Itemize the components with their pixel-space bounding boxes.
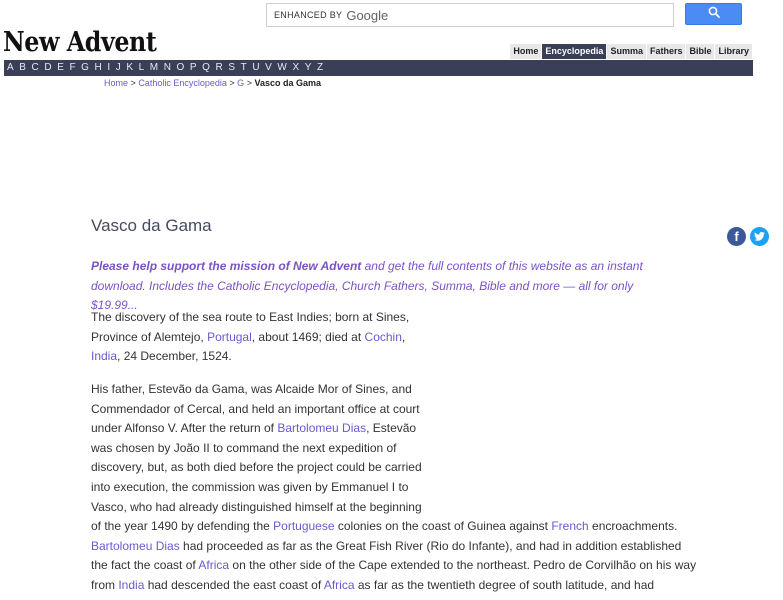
alphabet-letter-r[interactable]: R (215, 62, 223, 73)
article-link-cochin[interactable]: Cochin (364, 329, 402, 344)
alphabet-letter-u[interactable]: U (252, 62, 260, 73)
nav-library[interactable]: Library (715, 44, 752, 59)
alphabet-letter-k[interactable]: K (126, 62, 133, 73)
alphabet-letter-m[interactable]: M (149, 62, 159, 73)
enhanced-by-label: ENHANCED BY (274, 10, 343, 20)
nav-encyclopedia[interactable]: Encyclopedia (542, 44, 606, 59)
article-line (91, 400, 673, 420)
article-text: , about 1469; died at (251, 329, 365, 344)
article-text: from (91, 577, 119, 592)
site-logo[interactable]: New Advent (3, 27, 157, 58)
alphabet-letter-z[interactable]: Z (317, 62, 324, 73)
article-line (91, 380, 673, 400)
nav-bible[interactable]: Bible (686, 44, 714, 59)
breadcrumb-separator: > (229, 78, 235, 88)
nav-summa[interactable]: Summa (607, 44, 646, 59)
article-text: discovery, but, as both died before the project could be carried (91, 460, 422, 475)
article-link-bartolomeu-dias[interactable]: Bartolomeu Dias (277, 421, 367, 436)
support-link[interactable]: Please help support the mission of New Advent (91, 259, 362, 273)
article-line (91, 419, 673, 439)
alphabet-letter-h[interactable]: H (94, 62, 102, 73)
search-button[interactable] (685, 3, 742, 25)
article-line (91, 576, 673, 596)
article-text: had proceeded as far as the Great Fish River (Rio do Infante), and had in addition established (179, 538, 682, 553)
page-title: Vasco da Gama (91, 216, 212, 235)
alphabet-letter-e[interactable]: E (57, 62, 64, 73)
article-line (91, 498, 673, 518)
alphabet-letter-x[interactable]: X (292, 62, 300, 73)
alphabet-letter-i[interactable]: I (107, 62, 111, 73)
alphabet-letter-n[interactable]: N (163, 62, 171, 73)
article-text: Commendador of Cercal, and held an important office at court (91, 401, 420, 416)
article-text: was chosen by João II to command the next expedition of (91, 440, 397, 455)
alphabet-letter-f[interactable]: F (69, 62, 76, 73)
article-text: , 24 December, 1524. (117, 349, 232, 364)
google-label: Google (346, 7, 389, 23)
alphabet-letter-y[interactable]: Y (304, 62, 312, 73)
article-paragraph-1 (91, 308, 411, 367)
alphabet-letter-g[interactable]: G (81, 62, 89, 73)
breadcrumb-separator: > (246, 78, 252, 88)
article-line (91, 556, 697, 576)
article-text: Vasco, who had already distinguished himself at the beginning (91, 499, 422, 514)
article-text: on the other side of the Cape extended to the northeast. Pedro de Corvilhão on his way (229, 558, 697, 573)
breadcrumb (104, 78, 321, 88)
alphabet-letter-p[interactable]: P (189, 62, 197, 73)
twitter-icon[interactable] (750, 227, 769, 246)
alphabet-letter-q[interactable]: Q (202, 62, 210, 73)
article-text: had descended the east coast of (144, 577, 324, 592)
alphabet-letter-s[interactable]: S (228, 62, 236, 73)
article-line (91, 517, 678, 537)
alphabet-letter-o[interactable]: O (176, 62, 185, 73)
nav-home[interactable]: Home (510, 44, 541, 59)
support-notice (91, 257, 681, 316)
article-text: into execution, the commission was given by Emmanuel I to (91, 479, 409, 494)
breadcrumb-separator: > (130, 78, 136, 88)
article-text: under Alfonso V. After the return of (91, 421, 278, 436)
article-line (91, 478, 673, 498)
alphabet-letter-a[interactable]: A (7, 62, 14, 73)
article-text: , Estevão (366, 421, 417, 436)
article-text: the fact the coast of (91, 558, 199, 573)
alphabet-letter-t[interactable]: T (240, 62, 247, 73)
breadcrumb-current: Vasco da Gama (254, 78, 322, 88)
article-line (91, 537, 682, 557)
article-link-africa[interactable]: Africa (198, 558, 230, 573)
alphabet-letter-d[interactable]: D (44, 62, 52, 73)
breadcrumb-encyclopedia[interactable]: Catholic Encyclopedia (138, 78, 227, 88)
nav-fathers[interactable]: Fathers (647, 44, 686, 59)
article-link-portuguese[interactable]: Portuguese (273, 519, 335, 534)
article-text: His father, Estevão da Gama, was Alcaide Mor of Sines, and (91, 382, 412, 396)
article-line (91, 439, 673, 459)
article-link-bartolomeu-dias[interactable]: Bartolomeu Dias (91, 538, 180, 553)
facebook-icon[interactable]: f (727, 227, 746, 246)
social-share (727, 227, 769, 246)
article-link-africa[interactable]: Africa (323, 577, 355, 592)
article-text: The discovery of the sea route to East Indies; born at Sines, Province of Alemtejo, (91, 310, 410, 344)
site-search-input[interactable] (266, 3, 674, 27)
top-nav (510, 44, 752, 59)
alphabet-letter-v[interactable]: V (265, 62, 272, 73)
article-text: encroachments. (588, 519, 678, 534)
article-text: colonies on the coast of Guinea against (334, 519, 552, 534)
article-link-french[interactable]: French (551, 519, 589, 534)
article-text: , (401, 329, 406, 344)
article-text: as far as the twentieth degree of south latitude, and had (354, 577, 655, 592)
alphabet-letter-j[interactable]: J (115, 62, 121, 73)
article-link-india[interactable]: India (118, 577, 145, 592)
search-icon (708, 5, 720, 23)
article-text: of the year 1490 by defending the (91, 519, 274, 534)
alphabet-letter-c[interactable]: C (31, 62, 39, 73)
alphabet-letter-w[interactable]: W (277, 62, 287, 73)
breadcrumb-home[interactable]: Home (104, 78, 129, 88)
support-text: and get the full contents of this website as an instant download. Includes the Catholic Encyclopedia, Church Fathers, Summa, Bible and more — all for only $19.99... (91, 259, 643, 312)
breadcrumb-letter[interactable]: G (237, 78, 245, 88)
article-paragraph-2 (91, 380, 697, 596)
article-link-portugal[interactable]: Portugal (207, 329, 252, 344)
article-line (91, 458, 673, 478)
alphabet-bar (4, 60, 753, 76)
alphabet-letter-l[interactable]: L (138, 62, 145, 73)
article-link-india[interactable]: India (91, 349, 118, 364)
alphabet-letter-b[interactable]: B (19, 62, 26, 73)
